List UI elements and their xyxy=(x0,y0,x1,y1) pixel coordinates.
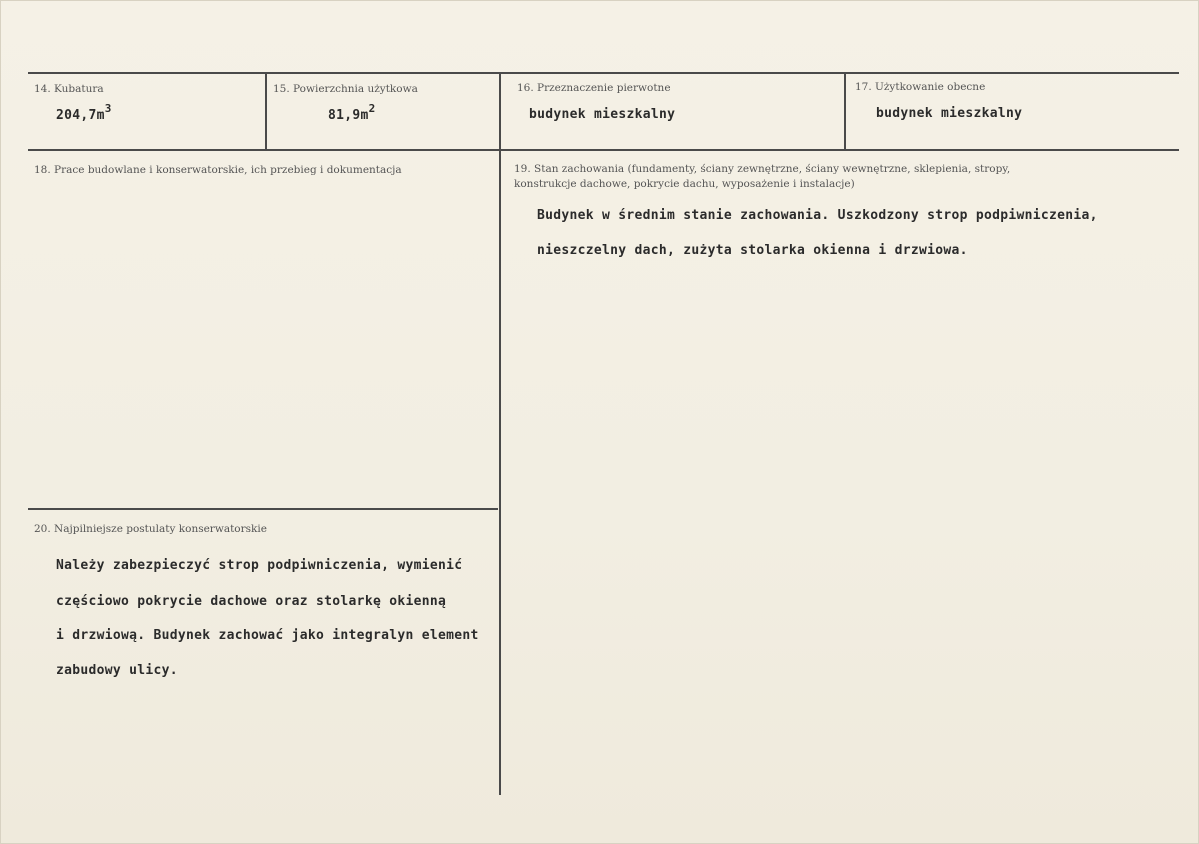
postulaty-text-line-4: zabudowy ulicy. xyxy=(56,663,178,678)
przeznaczenie-label: 16. Przeznaczenie pierwotne xyxy=(517,82,671,94)
kubatura-label: 14. Kubatura xyxy=(34,83,104,95)
kubatura-value xyxy=(56,102,112,123)
powierzchnia-value xyxy=(328,102,376,123)
kubatura-number: 204,7m xyxy=(56,108,105,123)
postulaty-label: 20. Najpilniejsze postulaty konserwatorskie xyxy=(34,523,267,535)
uzytkowanie-value: budynek mieszkalny xyxy=(876,106,1023,121)
powierzchnia-unit-exponent: 2 xyxy=(368,102,376,115)
postulaty-text-line-1: Należy zabezpieczyć strop podpiwniczenia, wymienić xyxy=(56,558,463,573)
col-divider-2 xyxy=(499,73,501,795)
row-divider-1 xyxy=(28,149,1179,151)
stan-text-line-1: Budynek w średnim stanie zachowania. Uszkodzony strop podpiwniczenia, xyxy=(537,208,1098,223)
stan-label-line-2: konstrukcje dachowe, pokrycie dachu, wyposażenie i instalacje) xyxy=(514,178,855,190)
col-divider-3 xyxy=(844,73,846,149)
postulaty-text-line-2: częściowo pokrycie dachowe oraz stolarkę okienną xyxy=(56,594,447,609)
stan-text-line-2: nieszczelny dach, zużyta stolarka okienna i drzwiowa. xyxy=(537,243,968,258)
przeznaczenie-value: budynek mieszkalny xyxy=(529,107,676,122)
powierzchnia-number: 81,9m xyxy=(328,108,369,123)
prace-label: 18. Prace budowlane i konserwatorskie, ich przebieg i dokumentacja xyxy=(34,164,402,176)
row-divider-2 xyxy=(28,508,498,510)
uzytkowanie-label: 17. Użytkowanie obecne xyxy=(855,81,986,93)
top-rule xyxy=(28,72,1179,74)
stan-label-line-1: 19. Stan zachowania (fundamenty, ściany zewnętrzne, ściany wewnętrzne, sklepienia, stropy, xyxy=(514,163,1011,175)
postulaty-text-line-3: i drzwiową. Budynek zachować jako integralyn element xyxy=(56,628,479,643)
kubatura-unit-exponent: 3 xyxy=(104,102,112,115)
powierzchnia-label: 15. Powierzchnia użytkowa xyxy=(273,83,418,95)
col-divider-1 xyxy=(265,73,267,149)
